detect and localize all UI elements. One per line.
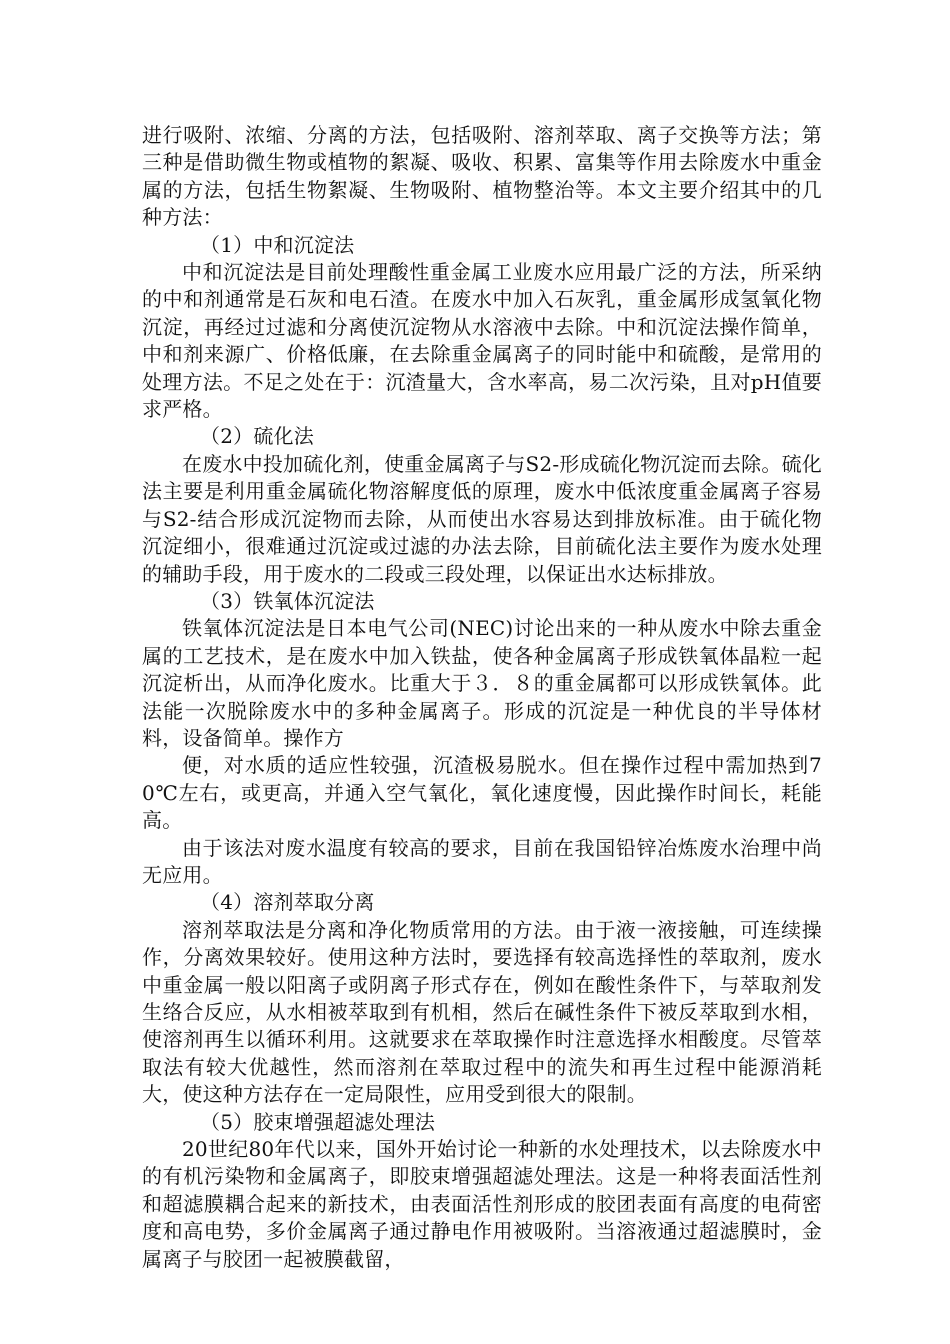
- section-heading-2: （2）硫化法: [200, 424, 314, 449]
- section-heading-5: （5）胶束增强超滤处理法: [200, 1109, 436, 1134]
- section-1-paragraph: 中和沉淀法是目前处理酸性重金属工业废水应用最广泛的方法，所采纳的中和剂通常是石灰和电石渣。在废水中加入石灰乳，重金属形成氢氧化物沉淀，再经过过滤和分离使沉淀物从水溶液中去除。中和沉淀法操作简单，中和剂来源广、价格低廉，在去除重金属离子的同时能中和硫酸，是常用的处理方法。不足之处在于：沉渣量大，含水率高，易二次污染，且对pH值要求严格。: [142, 260, 822, 422]
- section-heading-3: （3）铁氧体沉淀法: [200, 588, 375, 613]
- document-page: [142, 122, 822, 1273]
- section-4-paragraph: 溶剂萃取法是分离和净化物质常用的方法。由于液一液接触，可连续操作，分离效果较好。使用这种方法时，要选择有较高选择性的萃取剂，废水中重金属一般以阳离子或阴离子形式存在，例如在酸性条件下，与萃取剂发生络合反应，从水相被萃取到有机相，然后在碱性条件下被反萃取到水相，使溶剂再生以循环利用。这就要求在萃取操作时注意选择水相酸度。尽管萃取法有较大优越性，然而溶剂在萃取过程中的流失和再生过程中能源消耗大，使这种方法存在一定局限性，应用受到很大的限制。: [142, 917, 822, 1107]
- section-5-paragraph: 20世纪80年代以来，国外开始讨论一种新的水处理技术，以去除废水中的有机污染物和金属离子，即胶束增强超滤处理法。这是一种将表面活性剂和超滤膜耦合起来的新技术，由表面活性剂形成的胶团表面有高度的电荷密度和高电势，多价金属离子通过静电作用被吸附。当溶液通过超滤膜时，金属离子与胶团一起被膜截留，: [142, 1137, 822, 1271]
- section-heading-1: （1）中和沉淀法: [200, 232, 355, 257]
- intro-paragraph: 进行吸附、浓缩、分离的方法，包括吸附、溶剂萃取、离子交换等方法；第三种是借助微生物或植物的絮凝、吸收、积累、富集等作用去除废水中重金属的方法，包括生物絮凝、生物吸附、植物整治等。本文主要介绍其中的几种方法：: [142, 123, 822, 230]
- section-heading-4: （4）溶剂萃取分离: [200, 890, 375, 915]
- section-3-paragraph-1: 铁氧体沉淀法是日本电气公司(NEC)讨论出来的一种从废水中除去重金属的工艺技术，是在废水中加入铁盐，使各种金属离子形成铁氧体晶粒一起沉淀析出，从而净化废水。比重大于３．８的重金属都可以形成铁氧体。此法能一次脱除废水中的多种金属离子。形成的沉淀是一种优良的半导体材料，设备简单。操作方: [142, 616, 822, 750]
- section-3-paragraph-2: 便，对水质的适应性较强，沉渣极易脱水。但在操作过程中需加热到70℃左右，或更高，并通入空气氧化，氧化速度慢，因此操作时间长，耗能高。: [142, 753, 822, 833]
- section-2-paragraph: 在废水中投加硫化剂，使重金属离子与S2-形成硫化物沉淀而去除。硫化法主要是利用重金属硫化物溶解度低的原理，废水中低浓度重金属离子容易与S2-结合形成沉淀物而去除，从而使出水容易达到排放标准。由于硫化物沉淀细小，很难通过沉淀或过滤的办法去除，目前硫化法主要作为废水处理的辅助手段，用于废水的二段或三段处理，以保证出水达标排放。: [142, 451, 822, 586]
- section-3-paragraph-3: 由于该法对废水温度有较高的要求，目前在我国铅锌冶炼废水治理中尚无应用。: [142, 835, 822, 887]
